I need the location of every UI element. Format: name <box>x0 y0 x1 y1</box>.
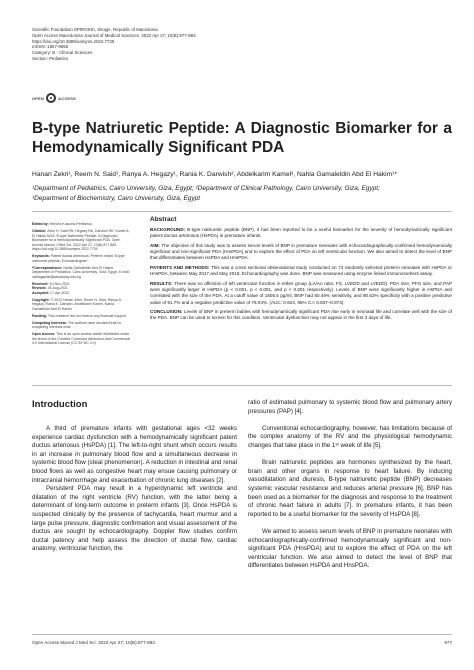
title-line-2: Hemodynamically Significant PDA <box>32 139 285 156</box>
abstract-results: RESULTS: There was no affection of left ventricular function in either group (LA/Ao ratio, FS, LVEDD and LVEDD). PDA size, PFO size, and PAP were significantly larger in HsPDA (p < 0.001, p < 0.001, and p < 0.001 respectively). Levels of BNP were significantly higher in HsPDA and correlated with the size of the PDA. At a cutoff value of 1605.5 pg/ml, BNP had 80.49% sensitivity, and 90.62% specificity with a positive predictive value of 91.7% and a negative predictive value of 78.04%. (AUC: 0.923, 95% C.I: 0.837–0.973). <box>150 280 452 305</box>
article-title <box>32 119 452 157</box>
correspondence: *Correspondence: Nahla Gamaleldin Abd El Hakim, Department of Pediatrics, Cairo University, Giza, Egypt. E-mail: nahlagamal@kasralainy.edu.eg <box>32 265 130 279</box>
body-paragraph: ratio of estimated pulmonary to systemic blood flow and pulmonary artery pressures (PAP) [4]. <box>248 399 452 415</box>
introduction-heading: Introduction <box>32 399 88 410</box>
header-meta-line: Category: B - Clinical Sciences <box>32 50 93 56</box>
header-divider <box>32 211 452 212</box>
header-meta-line: Section: Pediatrics <box>32 55 69 61</box>
journal-header-meta <box>32 27 332 62</box>
funding: Funding: This research did not receive any financial support <box>32 313 126 318</box>
open-access-note: Open Access: This is an open-access article distributed under the terms of the Creative Commons Attribution-NonCommercial 4.0 International License (CC BY-NC 4.0) <box>32 332 131 345</box>
header-meta-line: https://doi.org/10.3889/oamjms.2022.7739 <box>32 38 115 44</box>
logo-text-open: OPEN <box>32 95 45 101</box>
abstract-divider <box>32 385 452 386</box>
body-column-left <box>32 425 237 554</box>
page-number: 877 <box>444 640 452 645</box>
abstract <box>150 216 452 325</box>
title-line-1: B-type Natriuretic Peptide: A Diagnostic Biomarker for a <box>32 120 452 137</box>
footer-divider <box>32 634 452 635</box>
header-meta-line: Open Access Macedonian Journal of Medical Sciences. 2022 Apr 27; 10(B):877-883. <box>32 32 197 38</box>
footer-citation: Open Access Maced J Med Sci. 2022 Apr 27; 10(B):877-883. <box>32 640 157 645</box>
abstract-conclusion: CONCLUSION: Levels of BNP in preterm babies with hemodynamically significant PDA rise early in neonatal life and correlate well with the size of the PDA. BNP can be used to screen for this condition. Ventricular dysfunction may not appear in the first 3 days of life. <box>150 309 452 321</box>
body-paragraph: We aimed to assess serum levels of BNP in premature neonates with echocardiographically-confirmed hemodynamically significant and non-significant PDA (HnsPDA) and to explore the effect of PDA on the left ventricular function. We also aimed to detect the level of BNP that differentiates between HsPDA and HnsPDA. <box>248 527 452 570</box>
abstract-background: BACKGROUND: B-type natriuretic peptide (BNP), it has been reported to be a useful biomarker for the severity of hemodynamically significant patent ductus arteriosus (HsPDA) in premature infants. <box>150 227 452 239</box>
abstract-aim: AIM: The objective of this study was to assess serum levels of BNP in premature neonates with echocardiographically-confirmed hemodynamically significant and non-significant PDA (HnsPDA) and to explore the effect of PDA on left ventricular function. We also aimed to detect the level of BNP that differentiates between HsPDA and HnsPDA. <box>150 242 452 261</box>
author-list: Hanan Zekri¹, Reem N. Said¹, Ranya A. Hegazy¹, Rania K. Darwish², Abdelkarim Kamel³, Nahla Gamaleldin Abd El Hakim¹* <box>32 171 397 178</box>
body-paragraph: A third of premature infants with gestational ages <32 weeks experience cardiac dysfunction with a hemodynamically significant patent ductus arteriosus (HsPDA) [1]. The left-to-right shunt which occurs results in an increase in pulmonary blood flow and a simultaneous decrease in systemic blood flow (steal phenomenon). A reduction in intestinal and renal blood flows as well as congestive heart may ensue causing pulmonary or intracranial hemorrhage and exacerbation of chronic lung diseases [2]. <box>32 425 237 484</box>
body-column-right <box>248 399 452 571</box>
copyright: Copyright: © 2022 Hanan Zekri, Reem N. Said, Ranya A. Hegazy, Rania K. Darwish, Abdelkarim Kamel, Nahla Gamaleldin Abd El Hakim <box>32 297 122 311</box>
article-info-sidebar <box>32 222 132 348</box>
citation: Citation: Zekri H, Said RN, Hegazy RA, Darwish RK, Kamel A, El Hakim NGA. B-type Natriuretic Peptide: A Diagnostic Biomarker for a Hemodynamically Significant PDA. Open Access Maced J Med Sci. 2022 Apr 27; 10(B):877-883. https://doi.org/10.3889/oamjms.2022.7739 <box>32 229 130 251</box>
abstract-methods: PATIENTS AND METHODS: This was a cross sectional observational study conducted on 73 randomly selected preterm neonates with HsPDA or HnsPDA, between May 2017 and May 2018. Echocardiography was done. BNP was measured using enzyme linked immunosorbent assay. <box>150 265 452 277</box>
affiliation-line: ³Department of Biochemistry, Cairo University, Giza, Egypt <box>32 194 201 202</box>
edited-by: Edited by: Hendra Kusuma-Pertiwiroo <box>32 222 92 226</box>
open-access-icon <box>46 93 56 103</box>
body-paragraph: Brain natriuretic peptides are hormones synthesized by the heart, brain and other organs in response to heart failure. By inducing vasodilatation and diuresis, B-type natriuretic peptide (BNP) decreases systemic vascular resistance and reduces arterial pressure [6]. BNP has been used as a biomarker for the diagnosis and response to the treatment of chronic heart failure in adults [7]. In premature infants, it has been reported to be a useful biomarker for the severity of HsPDA [8]. <box>248 459 452 518</box>
keywords: Keywords: Patent ductus arteriosus; Preterm infant; B-type natriuretic peptide; Echocardiogram <box>32 254 125 263</box>
header-meta-line: Scientific Foundation SPIROSKI, Skopje, Republic of Macedonia <box>32 27 158 32</box>
logo-text-access: ACCESS <box>58 95 77 101</box>
affiliations <box>32 184 452 203</box>
dates: Received: 10-Nov-2021 Revised: 25-Aug-2021 Accepted: 17-Apr-2022 <box>32 281 70 295</box>
abstract-heading: Abstract <box>150 216 177 223</box>
affiliation-line: ¹Department of Pediatrics, Cairo University, Giza, Egypt; ²Department of Clinical Pathology, Cairo University, Giza, Egypt; <box>32 185 380 192</box>
competing-interests: Competing Interests: The authors have declared that no competing interests exist <box>32 320 122 329</box>
open-access-logo <box>32 92 76 104</box>
body-paragraph: Persistent PDA may result in a hyperdynamic left ventricle and dilatation of the right ventricle (RV) function, with the latter being a determinant of long-term outcome in preterm infants [3]. Once HsPDA is suspected clinically by the presence of tachycardia, heart murmur and a large pulse pressure, diagnostic confirmation and visual assessment of the ductus are sought by echocardiography. Doppler flow studies confirm ductal patency and help assess the direction of ductal flow, cardiac anatomy, ventricular function, the <box>32 485 237 553</box>
page-footer <box>32 640 452 645</box>
header-meta-line: eISSN: 1857-9655 <box>32 44 69 50</box>
body-paragraph: Conventional echocardiography, however, has limitations because of the complex anatomy of the RV and the physiological hemodynamic changes that take place in the 1ˢᵗ week of life [5]. <box>248 424 452 449</box>
